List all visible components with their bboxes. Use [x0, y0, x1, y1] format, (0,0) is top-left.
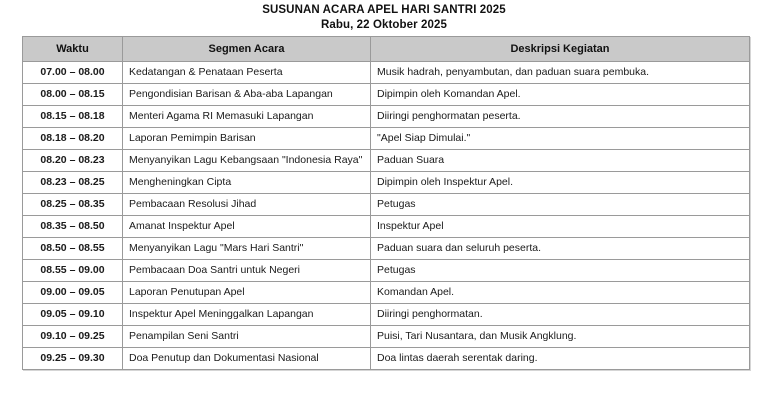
table-row — [23, 128, 749, 150]
cell-segment: Pembacaan Doa Santri untuk Negeri — [123, 260, 371, 282]
cell-time: 08.25 – 08.35 — [23, 194, 123, 216]
cell-description: Diiringi penghormatan peserta. — [371, 106, 749, 128]
cell-description: Diiringi penghormatan. — [371, 304, 749, 326]
cell-segment: Menteri Agama RI Memasuki Lapangan — [123, 106, 371, 128]
table-row — [23, 348, 749, 369]
cell-description: Doa lintas daerah serentak daring. — [371, 348, 749, 369]
cell-description: Komandan Apel. — [371, 282, 749, 304]
cell-segment: Penampilan Seni Santri — [123, 326, 371, 348]
cell-segment: Pembacaan Resolusi Jihad — [123, 194, 371, 216]
schedule-table-container — [22, 36, 748, 370]
cell-description: Petugas — [371, 260, 749, 282]
cell-time: 08.23 – 08.25 — [23, 172, 123, 194]
cell-description: Petugas — [371, 194, 749, 216]
table-row — [23, 62, 749, 84]
table-row — [23, 150, 749, 172]
column-header-waktu: Waktu — [23, 37, 123, 62]
cell-description: Inspektur Apel — [371, 216, 749, 238]
cell-segment: Menyanyikan Lagu Kebangsaan "Indonesia Raya" — [123, 150, 371, 172]
table-row — [23, 260, 749, 282]
table-row — [23, 172, 749, 194]
cell-description: Paduan Suara — [371, 150, 749, 172]
table-header — [23, 37, 749, 62]
cell-time: 08.15 – 08.18 — [23, 106, 123, 128]
document-subtitle: Rabu, 22 Oktober 2025 — [320, 19, 448, 31]
cell-time: 09.05 – 09.10 — [23, 304, 123, 326]
cell-segment: Inspektur Apel Meninggalkan Lapangan — [123, 304, 371, 326]
cell-description: Paduan suara dan seluruh peserta. — [371, 238, 749, 260]
cell-segment: Kedatangan & Penataan Peserta — [123, 62, 371, 84]
table-row — [23, 84, 749, 106]
cell-time: 09.00 – 09.05 — [23, 282, 123, 304]
cell-segment: Amanat Inspektur Apel — [123, 216, 371, 238]
table-row — [23, 326, 749, 348]
cell-segment: Laporan Pemimpin Barisan — [123, 128, 371, 150]
table-row — [23, 304, 749, 326]
cell-time: 07.00 – 08.00 — [23, 62, 123, 84]
cell-description: Dipimpin oleh Komandan Apel. — [371, 84, 749, 106]
cell-time: 08.50 – 08.55 — [23, 238, 123, 260]
cell-segment: Menyanyikan Lagu "Mars Hari Santri" — [123, 238, 371, 260]
cell-time: 08.55 – 09.00 — [23, 260, 123, 282]
column-header-deskripsi-kegiatan: Deskripsi Kegiatan — [371, 37, 749, 62]
document-title: SUSUNAN ACARA APEL HARI SANTRI 2025 — [262, 4, 506, 16]
cell-time: 08.35 – 08.50 — [23, 216, 123, 238]
cell-time: 08.18 – 08.20 — [23, 128, 123, 150]
table-row — [23, 194, 749, 216]
cell-time: 09.25 – 09.30 — [23, 348, 123, 369]
table-header-row — [23, 37, 749, 62]
table-row — [23, 106, 749, 128]
cell-description: Musik hadrah, penyambutan, dan paduan suara pembuka. — [371, 62, 749, 84]
cell-time: 08.00 – 08.15 — [23, 84, 123, 106]
cell-description: Dipimpin oleh Inspektur Apel. — [371, 172, 749, 194]
cell-time: 08.20 – 08.23 — [23, 150, 123, 172]
cell-description: "Apel Siap Dimulai." — [371, 128, 749, 150]
table-row — [23, 238, 749, 260]
schedule-table — [22, 36, 750, 370]
cell-segment: Mengheningkan Cipta — [123, 172, 371, 194]
column-header-segmen-acara: Segmen Acara — [123, 37, 371, 62]
table-body — [23, 62, 749, 369]
table-row — [23, 216, 749, 238]
cell-segment: Laporan Penutupan Apel — [123, 282, 371, 304]
cell-description: Puisi, Tari Nusantara, dan Musik Angklung. — [371, 326, 749, 348]
cell-segment: Doa Penutup dan Dokumentasi Nasional — [123, 348, 371, 369]
cell-segment: Pengondisian Barisan & Aba-aba Lapangan — [123, 84, 371, 106]
table-row — [23, 282, 749, 304]
cell-time: 09.10 – 09.25 — [23, 326, 123, 348]
